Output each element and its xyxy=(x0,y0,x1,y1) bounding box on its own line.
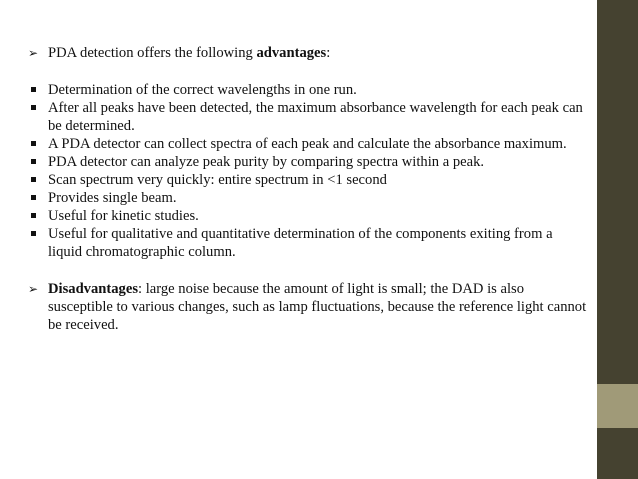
square-bullet-icon xyxy=(28,171,48,189)
advantage-item-text: Determination of the correct wavelengths in one run. xyxy=(48,82,357,98)
square-bullet-icon xyxy=(28,81,48,99)
square-bullet-icon xyxy=(28,225,48,243)
slide-content xyxy=(28,44,588,334)
disadvantages-text xyxy=(48,280,588,334)
square-bullet-icon xyxy=(28,189,48,207)
advantage-item xyxy=(28,99,588,135)
square-bullet-icon xyxy=(28,135,48,153)
advantage-item-text: A PDA detector can collect spectra of each peak and calculate the absorbance maximum. xyxy=(48,136,567,152)
disadvantages-body: : large noise because the amount of light is small; the DAD is also susceptible to various changes, such as lamp fluctuations, because the reference light cannot be received. xyxy=(48,281,587,333)
advantage-item-text: Scan spectrum very quickly: entire spectrum in <1 second xyxy=(48,172,387,188)
advantages-heading-suffix: : xyxy=(326,45,331,61)
advantage-item xyxy=(28,81,588,99)
disadvantages-label: Disadvantages xyxy=(48,281,139,297)
advantage-item xyxy=(28,135,588,153)
arrow-bullet-icon: ➢ xyxy=(28,46,39,60)
advantage-item xyxy=(28,171,588,189)
advantage-item xyxy=(28,207,588,225)
advantage-item xyxy=(28,189,588,207)
side-accent-block xyxy=(597,384,638,428)
square-bullet-icon xyxy=(28,99,48,117)
disadvantages-paragraph xyxy=(28,280,588,334)
advantage-item-text: Useful for kinetic studies. xyxy=(48,208,199,224)
side-decoration-bar xyxy=(597,0,638,479)
advantage-item xyxy=(28,225,588,261)
square-bullet-icon xyxy=(28,153,48,171)
advantage-item xyxy=(28,153,588,171)
advantage-item-text: After all peaks have been detected, the maximum absorbance wavelength for each peak can be determined. xyxy=(48,100,583,134)
advantage-item-text: PDA detector can analyze peak purity by comparing spectra within a peak. xyxy=(48,154,485,170)
advantages-heading-bold: advantages xyxy=(256,45,327,61)
advantages-heading xyxy=(28,44,588,62)
advantage-item-text: Provides single beam. xyxy=(48,190,177,206)
arrow-bullet-icon: ➢ xyxy=(28,282,39,296)
advantages-heading-prefix: PDA detection offers the following xyxy=(48,45,257,61)
square-bullet-icon xyxy=(28,207,48,225)
advantages-heading-text xyxy=(48,44,588,62)
advantage-item-text: Useful for qualitative and quantitative determination of the components exiting from a liquid chromatographic column. xyxy=(48,226,553,260)
